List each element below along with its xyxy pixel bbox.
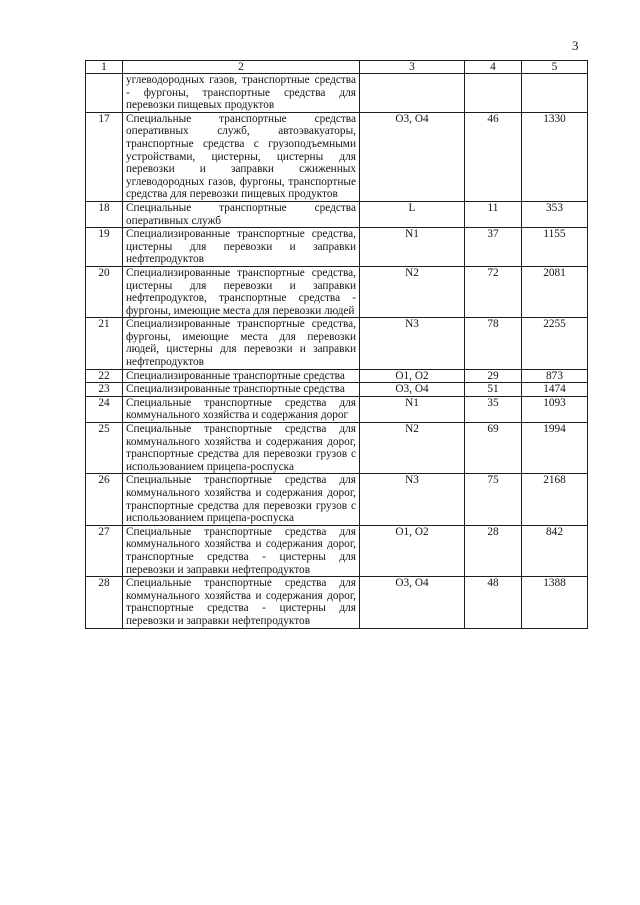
row-value-5: 1994 — [522, 423, 588, 474]
table-row — [86, 396, 588, 422]
table-row — [86, 369, 588, 383]
table-header — [86, 61, 588, 74]
row-number: 23 — [86, 383, 123, 397]
row-description: Специальные транспортные средства для коммунального хозяйства и содержания дорог — [123, 396, 360, 422]
row-description: Специальные транспортные средства для коммунального хозяйства и содержания дорог, транспортные средства - цистерны для перевозки и заправки нефтепродуктов — [123, 577, 360, 628]
row-value-5: 873 — [522, 369, 588, 383]
row-category: L — [360, 201, 465, 227]
row-category: O1, O2 — [360, 525, 465, 576]
row-description: Специализированные транспортные средства, фургоны, имеющие места для перевозки людей, цистерны для перевозки и заправки нефтепродуктов — [123, 318, 360, 369]
row-description: Специализированные транспортные средства — [123, 369, 360, 383]
row-description: Специальные транспортные средства для коммунального хозяйства и содержания дорог, транспортные средства - цистерны для перевозки и заправки нефтепродуктов — [123, 525, 360, 576]
row-number: 26 — [86, 474, 123, 525]
page-number: 3 — [572, 38, 579, 53]
table-row — [86, 201, 588, 227]
row-value-5: 2255 — [522, 318, 588, 369]
row-number: 21 — [86, 318, 123, 369]
row-value-5: 353 — [522, 201, 588, 227]
row-value-4: 75 — [465, 474, 522, 525]
row-value-5: 1388 — [522, 577, 588, 628]
row-description: Специализированные транспортные средства — [123, 383, 360, 397]
header-col-5: 5 — [522, 61, 588, 74]
table-row — [86, 74, 588, 113]
row-category: N1 — [360, 396, 465, 422]
row-number: 22 — [86, 369, 123, 383]
row-value-4 — [465, 74, 522, 113]
row-category: N2 — [360, 423, 465, 474]
row-number: 24 — [86, 396, 123, 422]
row-value-5: 842 — [522, 525, 588, 576]
row-number: 27 — [86, 525, 123, 576]
table-row — [86, 423, 588, 474]
table-row — [86, 383, 588, 397]
row-category: O3, O4 — [360, 112, 465, 201]
row-value-4: 69 — [465, 423, 522, 474]
row-description: Специализированные транспортные средства, цистерны для перевозки и заправки нефтепродуктов — [123, 228, 360, 267]
row-number: 20 — [86, 266, 123, 317]
row-category — [360, 74, 465, 113]
row-number — [86, 74, 123, 113]
table-row — [86, 318, 588, 369]
row-description: углеводородных газов, транспортные средства - фургоны, транспортные средства для перевозки пищевых продуктов — [123, 74, 360, 113]
row-category: N3 — [360, 318, 465, 369]
row-value-4: 48 — [465, 577, 522, 628]
vehicle-category-table — [85, 60, 588, 629]
table-row — [86, 474, 588, 525]
row-category: O1, O2 — [360, 369, 465, 383]
row-number: 25 — [86, 423, 123, 474]
header-col-3: 3 — [360, 61, 465, 74]
row-value-5: 1330 — [522, 112, 588, 201]
row-value-4: 37 — [465, 228, 522, 267]
row-value-4: 46 — [465, 112, 522, 201]
row-value-4: 29 — [465, 369, 522, 383]
header-col-2: 2 — [123, 61, 360, 74]
table-row — [86, 266, 588, 317]
row-number: 18 — [86, 201, 123, 227]
row-category: N1 — [360, 228, 465, 267]
table-body — [86, 74, 588, 629]
row-category: O3, O4 — [360, 383, 465, 397]
row-category: O3, O4 — [360, 577, 465, 628]
row-description: Специализированные транспортные средства, цистерны для перевозки и заправки нефтепродуктов, транспортные средства - фургоны, имеющие места для перевозки людей — [123, 266, 360, 317]
row-number: 28 — [86, 577, 123, 628]
table-row — [86, 577, 588, 628]
row-value-4: 11 — [465, 201, 522, 227]
row-number: 17 — [86, 112, 123, 201]
table-row — [86, 228, 588, 267]
row-value-5: 1155 — [522, 228, 588, 267]
row-description: Специальные транспортные средства для коммунального хозяйства и содержания дорог, транспортные средства для перевозки грузов с использованием прицепа-роспуска — [123, 423, 360, 474]
row-description: Специальные транспортные средства для коммунального хозяйства и содержания дорог, транспортные средства для перевозки грузов с использованием прицепа-роспуска — [123, 474, 360, 525]
row-description: Специальные транспортные средства оперативных служб — [123, 201, 360, 227]
row-value-5: 2168 — [522, 474, 588, 525]
row-category: N2 — [360, 266, 465, 317]
row-category: N3 — [360, 474, 465, 525]
row-value-4: 35 — [465, 396, 522, 422]
row-value-4: 51 — [465, 383, 522, 397]
row-number: 19 — [86, 228, 123, 267]
table-row — [86, 525, 588, 576]
header-col-4: 4 — [465, 61, 522, 74]
row-value-4: 28 — [465, 525, 522, 576]
row-value-5 — [522, 74, 588, 113]
header-col-1: 1 — [86, 61, 123, 74]
row-description: Специальные транспортные средства оперативных служб, автоэвакуаторы, транспортные средства с грузоподъемными устройствами, цистерны, цистерны для перевозки и заправки сжиженных углеводородных газов, фургоны, транспортные средства для перевозки пищевых продуктов — [123, 112, 360, 201]
header-row — [86, 61, 588, 74]
row-value-4: 78 — [465, 318, 522, 369]
row-value-5: 1093 — [522, 396, 588, 422]
table-row — [86, 112, 588, 201]
row-value-5: 1474 — [522, 383, 588, 397]
row-value-4: 72 — [465, 266, 522, 317]
row-value-5: 2081 — [522, 266, 588, 317]
